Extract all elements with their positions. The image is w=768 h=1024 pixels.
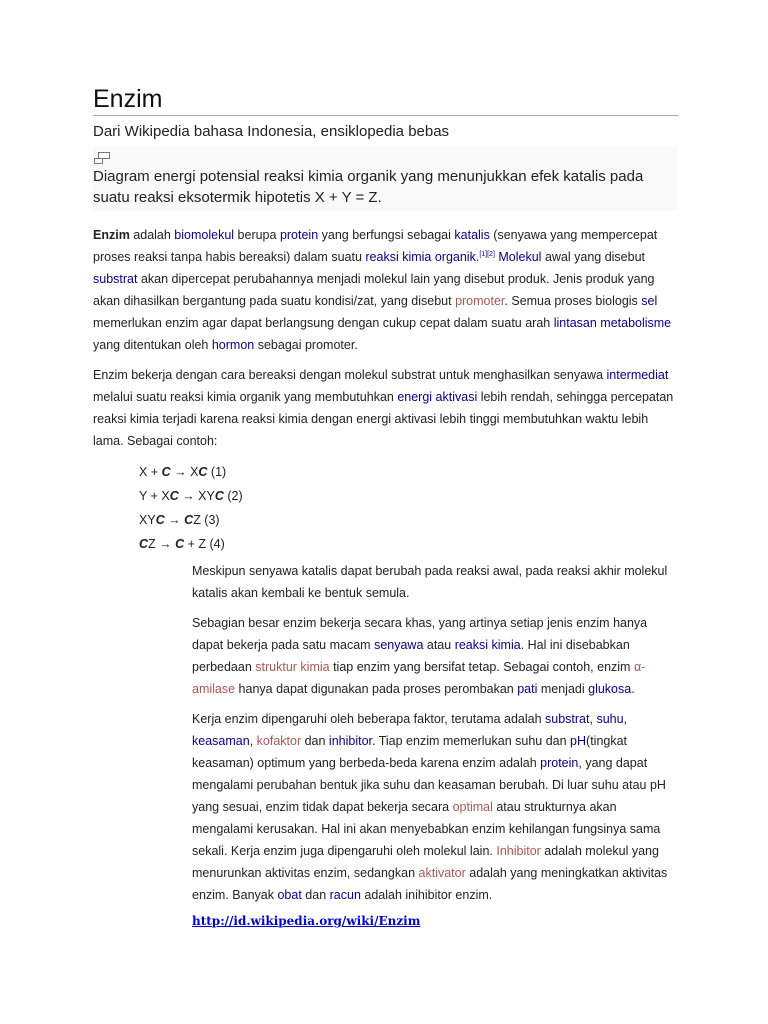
- link-hormon[interactable]: hormon: [211, 338, 255, 352]
- text: adalah molekul yang menurunkan aktivitas enzim, sedangkan: [192, 844, 659, 880]
- text: tiap enzim yang bersifat tetap. Sebagai contoh, enzim: [329, 660, 634, 674]
- link-alpha-amilase[interactable]: α-amilase: [192, 660, 646, 696]
- link-intermediat[interactable]: intermediat: [606, 368, 669, 382]
- text: adalah yang meningkatkan aktivitas enzim. Banyak: [192, 866, 668, 902]
- mechanism-paragraph: [93, 364, 678, 452]
- link-pati[interactable]: pati: [517, 682, 538, 696]
- equation-2: [139, 484, 678, 508]
- eq-text: (2): [223, 489, 243, 503]
- equation-3: [139, 508, 678, 532]
- text: adalah inihibitor enzim.: [360, 888, 493, 902]
- eq-catalyst: C: [139, 537, 149, 551]
- text: menjadi: [537, 682, 589, 696]
- link-protein[interactable]: protein: [279, 228, 319, 242]
- text: atau: [423, 638, 455, 652]
- text: . Tiap enzim memerlukan suhu dan: [372, 734, 571, 748]
- link-racun[interactable]: racun: [329, 888, 361, 902]
- link-kofaktor[interactable]: kofaktor: [256, 734, 302, 748]
- text: Kerja enzim dipengaruhi oleh beberapa faktor, terutama adalah: [192, 712, 546, 726]
- text: hanya dapat digunakan pada proses perombakan: [235, 682, 518, 696]
- equation-4: [139, 532, 678, 556]
- link-ph[interactable]: pH: [570, 734, 587, 748]
- link-inhibitor[interactable]: inhibitor: [328, 734, 373, 748]
- eq-catalyst: C: [161, 465, 171, 479]
- eq-text: Z →: [148, 537, 176, 551]
- link-keasaman[interactable]: keasaman: [192, 734, 250, 748]
- magnify-icon[interactable]: [93, 151, 111, 165]
- link-senyawa[interactable]: senyawa: [374, 638, 424, 652]
- eq-text: →: [164, 513, 185, 527]
- eq-catalyst: C: [214, 489, 224, 503]
- link-sel[interactable]: sel: [641, 294, 658, 308]
- text: Enzim bekerja dengan cara bereaksi dengan molekul substrat untuk menghasilkan senyawa: [93, 368, 607, 382]
- text: dan: [301, 734, 329, 748]
- text: , yang dapat mengalami perubahan bentuk jika suhu dan keasaman berubah. Di luar suhu atau pH yang sesuai, enzim tidak dapat bekerja secara: [192, 756, 666, 814]
- text: melalui suatu reaksi kimia organik yang membutuhkan: [93, 390, 398, 404]
- text: ,: [589, 712, 597, 726]
- link-struktur-kimia[interactable]: struktur kimia: [255, 660, 330, 674]
- factors-paragraph: [192, 708, 678, 906]
- equation-list: [93, 460, 678, 556]
- eq-catalyst: C: [198, 465, 208, 479]
- eq-text: + Z (4): [184, 537, 225, 551]
- eq-text: Z (3): [193, 513, 220, 527]
- eq-catalyst: C: [175, 537, 185, 551]
- link-biomolekul[interactable]: biomolekul: [174, 228, 235, 242]
- eq-text: → XY: [178, 489, 215, 503]
- text: . Hal ini disebabkan perbedaan: [192, 638, 630, 674]
- link-optimal[interactable]: optimal: [452, 800, 493, 814]
- article: [93, 84, 678, 928]
- eq-text: X +: [139, 465, 162, 479]
- eq-text: (1): [207, 465, 227, 479]
- catalyst-paragraph: Meskipun senyawa katalis dapat berubah pada reaksi awal, pada reaksi akhir molekul katalis akan kembali ke bentuk semula.: [192, 564, 668, 600]
- text: Sebagian besar enzim bekerja secara khas, yang artinya setiap jenis enzim hanya dapat bekerja pada satu macam: [192, 616, 648, 652]
- text: ,: [249, 734, 257, 748]
- text: memerlukan enzim agar dapat berlangsung dengan cukup cepat dalam suatu arah: [93, 316, 554, 330]
- text: .: [631, 682, 635, 696]
- link-aktivator[interactable]: aktivator: [418, 866, 466, 880]
- source-url-link[interactable]: http://id.wikipedia.org/wiki/Enzim: [192, 914, 421, 928]
- eq-catalyst: C: [184, 513, 194, 527]
- text: awal yang disebut: [541, 250, 646, 264]
- link-katalis[interactable]: katalis: [454, 228, 490, 242]
- link-energi-aktivasi[interactable]: energi aktivasi: [397, 390, 478, 404]
- text: yang berfungsi sebagai: [318, 228, 455, 242]
- link-suhu[interactable]: suhu: [596, 712, 624, 726]
- page-subtitle: Dari Wikipedia bahasa Indonesia, ensiklopedia bebas: [93, 123, 450, 140]
- eq-text: Y + X: [139, 489, 170, 503]
- image-caption-box: [93, 147, 678, 210]
- specificity-paragraph: [192, 612, 678, 700]
- link-reaksi-kimia[interactable]: reaksi kimia: [454, 638, 521, 652]
- text: . Semua proses biologis: [504, 294, 642, 308]
- link-inhibitor-2[interactable]: Inhibitor: [496, 844, 541, 858]
- link-protein-2[interactable]: protein: [540, 756, 579, 770]
- text: (senyawa yang mempercepat proses reaksi tanpa habis bereaksi) dalam suatu: [93, 228, 658, 264]
- text: akan dipercepat perubahannya menjadi molekul lain yang disebut produk. Jenis produk yang akan dihasilkan bergantung pada suatu kondisi/zat, yang disebut: [93, 272, 655, 308]
- link-promoter[interactable]: promoter: [455, 294, 505, 308]
- text: adalah: [129, 228, 175, 242]
- text: atau strukturnya akan mengalami kerusakan. Hal ini akan menyebabkan enzim kehilangan fungsinya sama sekali. Kerja enzim juga dipengaruhi oleh molekul lain.: [192, 800, 661, 858]
- link-lintasan-metabolisme[interactable]: lintasan metabolisme: [553, 316, 672, 330]
- link-obat[interactable]: obat: [277, 888, 302, 902]
- image-caption: Diagram energi potensial reaksi kimia organik yang menunjukkan efek katalis pada suatu reaksi eksotermik hipotetis X + Y = Z.: [93, 168, 644, 206]
- link-reaksi-kimia-organik[interactable]: reaksi kimia organik: [365, 250, 476, 264]
- equation-1: [139, 460, 678, 484]
- eq-catalyst: C: [155, 513, 165, 527]
- term-bold: Enzim: [93, 228, 130, 242]
- eq-text: → X: [170, 465, 199, 479]
- text: yang ditentukan oleh: [93, 338, 212, 352]
- link-glukosa[interactable]: glukosa: [588, 682, 632, 696]
- indented-section: [192, 560, 678, 928]
- link-substrat-2[interactable]: substrat: [545, 712, 590, 726]
- text: berupa: [234, 228, 280, 242]
- text: dan: [301, 888, 330, 902]
- citation-ref[interactable]: [1][2]: [479, 251, 495, 258]
- text: lebih rendah, sehingga percepatan reaksi kimia terjadi karena reaksi kimia dengan energi aktivasi lebih tinggi membutuhkan waktu lebih lama. Sebagai contoh:: [93, 390, 674, 448]
- eq-text: XY: [139, 513, 156, 527]
- link-molekul[interactable]: Molekul: [498, 250, 542, 264]
- link-substrat[interactable]: substrat: [93, 272, 138, 286]
- page-title: Enzim: [93, 84, 678, 116]
- text: sebagai promoter.: [254, 338, 358, 352]
- intro-paragraph: Enzim adalah biomolekul berupa protein yang berfungsi sebagai katalis (senyawa yang mempercepat proses reaksi tanpa habis bereaksi) dalam suatu reaksi kimia organik.[1][2] Molekul awal yang disebut substrat akan dipercepat perubahannya menjadi molekul lain yang disebut produk. Jenis produk yang akan dihasilkan bergantung pada suatu kondisi/zat, yang disebut promoter. Semua proses biologis sel memerlukan enzim agar dapat berlangsung dengan cukup cepat dalam suatu arah lintasan metabolisme yang ditentukan oleh hormon sebagai promoter.: [93, 228, 672, 352]
- eq-catalyst: C: [169, 489, 179, 503]
- text: ,: [623, 712, 628, 726]
- text: (tingkat keasaman) optimum yang berbeda-beda karena enzim adalah: [192, 734, 628, 770]
